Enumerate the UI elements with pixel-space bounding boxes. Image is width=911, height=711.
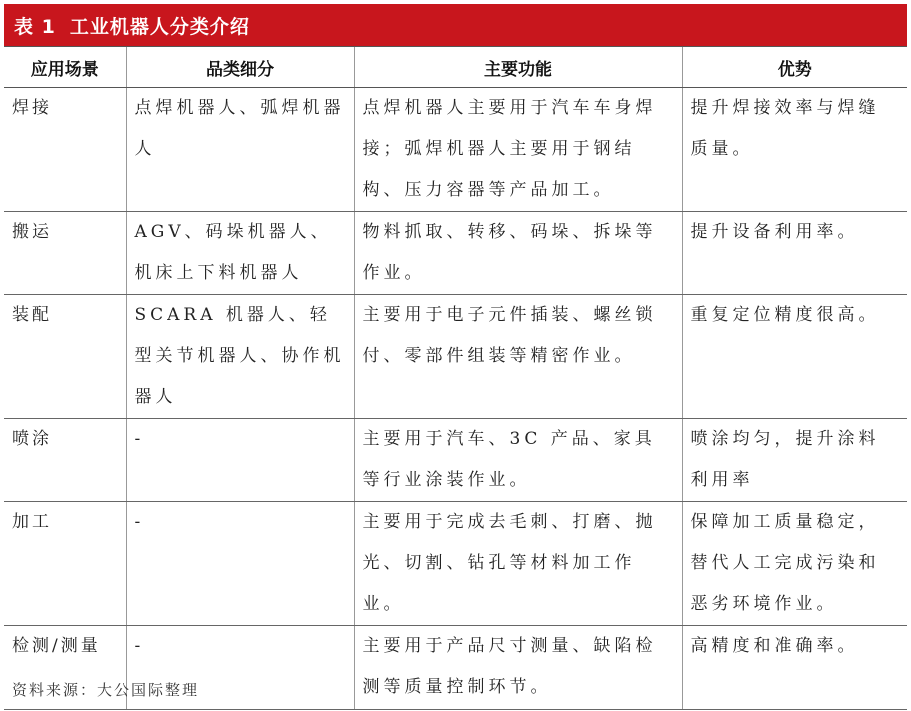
column-header-function: 主要功能 xyxy=(354,47,682,88)
cell-function: 主要用于汽车、3C 产品、家具等行业涂装作业。 xyxy=(354,419,682,502)
cell-scene: 装配 xyxy=(4,295,126,419)
cell-function: 主要用于完成去毛刺、打磨、抛光、切割、钻孔等材料加工作业。 xyxy=(354,502,682,626)
cell-function: 物料抓取、转移、码垛、拆垛等作业。 xyxy=(354,212,682,295)
cell-category: AGV、码垛机器人、机床上下料机器人 xyxy=(126,212,354,295)
cell-scene: 喷涂 xyxy=(4,419,126,502)
table-row xyxy=(4,419,907,502)
cell-function: 点焊机器人主要用于汽车车身焊接；弧焊机器人主要用于钢结构、压力容器等产品加工。 xyxy=(354,88,682,212)
robot-classification-table xyxy=(4,46,907,710)
cell-function: 主要用于电子元件插装、螺丝锁付、零部件组装等精密作业。 xyxy=(354,295,682,419)
column-header-advantage: 优势 xyxy=(682,47,907,88)
table-title-bar xyxy=(4,4,907,46)
column-header-scene: 应用场景 xyxy=(4,47,126,88)
cell-category: SCARA 机器人、轻型关节机器人、协作机器人 xyxy=(126,295,354,419)
column-header-category: 品类细分 xyxy=(126,47,354,88)
cell-advantage: 提升焊接效率与焊缝质量。 xyxy=(682,88,907,212)
cell-scene: 加工 xyxy=(4,502,126,626)
table-number: 表 1 xyxy=(14,15,56,38)
cell-advantage: 高精度和准确率。 xyxy=(682,626,907,710)
table-row xyxy=(4,88,907,212)
cell-category: 点焊机器人、弧焊机器人 xyxy=(126,88,354,212)
cell-category: - xyxy=(126,419,354,502)
cell-advantage: 保障加工质量稳定，替代人工完成污染和恶劣环境作业。 xyxy=(682,502,907,626)
cell-category: - xyxy=(126,502,354,626)
header-row xyxy=(4,47,907,88)
cell-advantage: 喷涂均匀，提升涂料利用率 xyxy=(682,419,907,502)
table-row xyxy=(4,295,907,419)
cell-scene: 搬运 xyxy=(4,212,126,295)
table-title: 工业机器人分类介绍 xyxy=(69,15,250,38)
source-note: 资料来源：大公国际整理 xyxy=(12,681,200,699)
cell-scene: 焊接 xyxy=(4,88,126,212)
cell-advantage: 重复定位精度很高。 xyxy=(682,295,907,419)
table-row xyxy=(4,212,907,295)
cell-scene: 检测/测量 xyxy=(4,626,126,710)
cell-category: - xyxy=(126,626,354,710)
cell-function: 主要用于产品尺寸测量、缺陷检测等质量控制环节。 xyxy=(354,626,682,710)
cell-advantage: 提升设备利用率。 xyxy=(682,212,907,295)
table-row xyxy=(4,502,907,626)
